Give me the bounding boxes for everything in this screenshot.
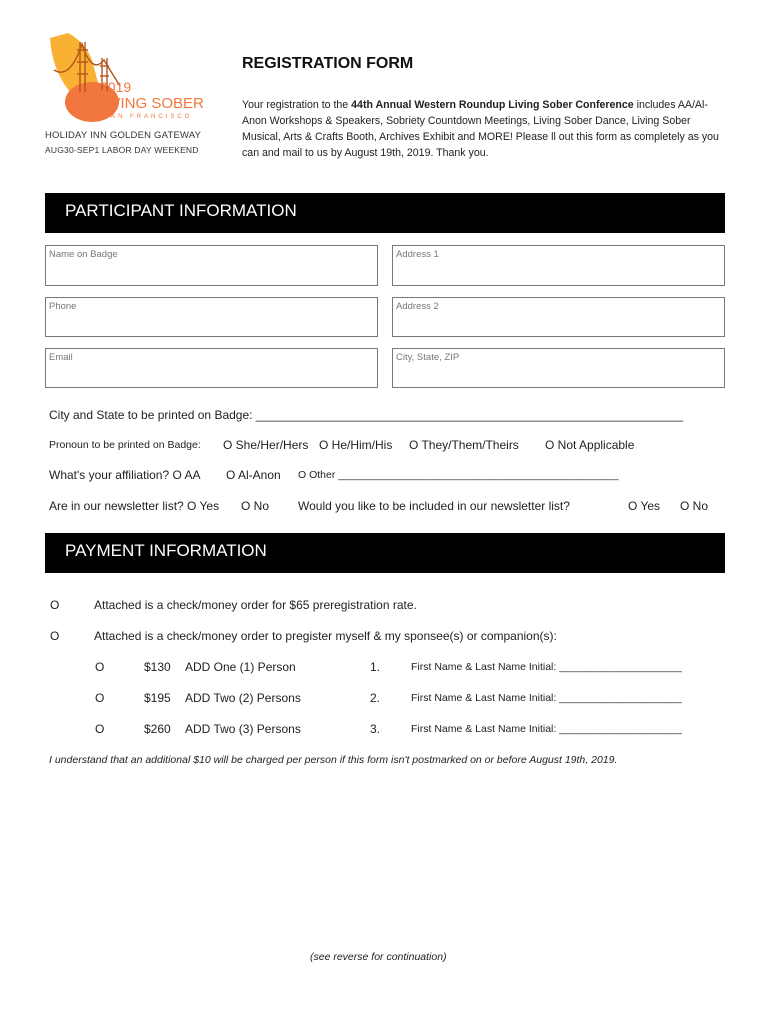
payment-option1-radio[interactable]: O (50, 598, 60, 612)
tier1-price: $130 (144, 660, 171, 674)
tier2-num: 2. (370, 691, 381, 705)
logo-name: LIVING SOBER (98, 95, 204, 112)
pronoun-label: Pronoun to be printed on Badge: (49, 439, 201, 451)
participant-section-header: PARTICIPANT INFORMATION (45, 193, 725, 233)
tier1-num: 1. (370, 660, 381, 674)
payment-option1-text: Attached is a check/money order for $65 preregistration rate. (94, 598, 417, 612)
badge-city-state-line[interactable]: City and State to be printed on Badge: ________________________________________________________________ (49, 408, 683, 422)
affiliation-other-field[interactable]: O Other ________________________________________________ (298, 469, 619, 481)
phone-field[interactable]: Phone (45, 297, 378, 337)
city-state-zip-field[interactable]: City, State, ZIP (392, 348, 725, 388)
tier3-radio[interactable]: O (95, 722, 105, 736)
tier3-name-field[interactable]: First Name & Last Name Initial: _____________________ (411, 723, 682, 735)
conference-name: 44th Annual Western Roundup Living Sober Conference (351, 99, 634, 111)
form-title: REGISTRATION FORM (242, 55, 414, 72)
include-newsletter-question: Would you like to be included in our newsletter list? (298, 499, 570, 513)
payment-section-header: PAYMENT INFORMATION (45, 533, 725, 573)
tier1-desc: ADD One (1) Person (185, 660, 296, 674)
tier1-radio[interactable]: O (95, 660, 105, 674)
affiliation-aa-radio[interactable]: What's your affiliation? O AA (49, 468, 201, 482)
newsletter-yes-radio[interactable]: Are in our newsletter list? O Yes (49, 499, 220, 513)
address2-field[interactable]: Address 2 (392, 297, 725, 337)
pronoun-na-radio[interactable]: O Not Applicable (545, 438, 635, 452)
intro-text: Your registration to the 44th Annual Western Roundup Living Sober Conference includes AA/Al-Anon Workshops & Speakers, Sobriety Countdown Meetings, Living Sober Dance, Living Sober Musical, Arts & Crafts Booth, Archives Exhibit and MORE! Please ll out this form as completely as you can and mail to us by August 19th, 2019. Thank you. (242, 99, 719, 159)
venue-dates: AUG30-SEP1 LABOR DAY WEEKEND (45, 145, 199, 155)
email-field[interactable]: Email (45, 348, 378, 388)
pronoun-they-radio[interactable]: O They/Them/Theirs (409, 438, 519, 452)
tier2-name-field[interactable]: First Name & Last Name Initial: _____________________ (411, 692, 682, 704)
pronoun-he-radio[interactable]: O He/Him/His (319, 438, 393, 452)
newsletter-no-radio[interactable]: O No (241, 499, 270, 513)
tier1-name-field[interactable]: First Name & Last Name Initial: _____________________ (411, 661, 682, 673)
include-newsletter-yes-radio[interactable]: O Yes (628, 499, 661, 513)
late-fee-note: I understand that an additional $10 will be charged per person if this form isn't postmarked on or before August 19th, 2019. (49, 754, 618, 766)
tier3-price: $260 (144, 722, 171, 736)
tier2-desc: ADD Two (2) Persons (185, 691, 301, 705)
continuation-note: (see reverse for continuation) (310, 951, 447, 963)
payment-option2-text: Attached is a check/money order to pregister myself & my sponsee(s) or companion(s): (94, 629, 557, 643)
living-sober-logo (40, 30, 220, 130)
pronoun-she-radio[interactable]: O She/Her/Hers (223, 438, 309, 452)
tier3-desc: ADD Two (3) Persons (185, 722, 301, 736)
affiliation-alanon-radio[interactable]: O Al-Anon (226, 468, 281, 482)
logo-city: SAN FRANCISCO (104, 114, 193, 120)
tier2-radio[interactable]: O (95, 691, 105, 705)
tier2-price: $195 (144, 691, 171, 705)
venue-hotel: HOLIDAY INN GOLDEN GATEWAY (45, 130, 202, 141)
name-on-badge-field[interactable]: Name on Badge (45, 245, 378, 286)
payment-option2-radio[interactable]: O (50, 629, 60, 643)
address1-field[interactable]: Address 1 (392, 245, 725, 286)
logo-year: 2019 (100, 79, 132, 95)
include-newsletter-no-radio[interactable]: O No (680, 499, 709, 513)
tier3-num: 3. (370, 722, 381, 736)
